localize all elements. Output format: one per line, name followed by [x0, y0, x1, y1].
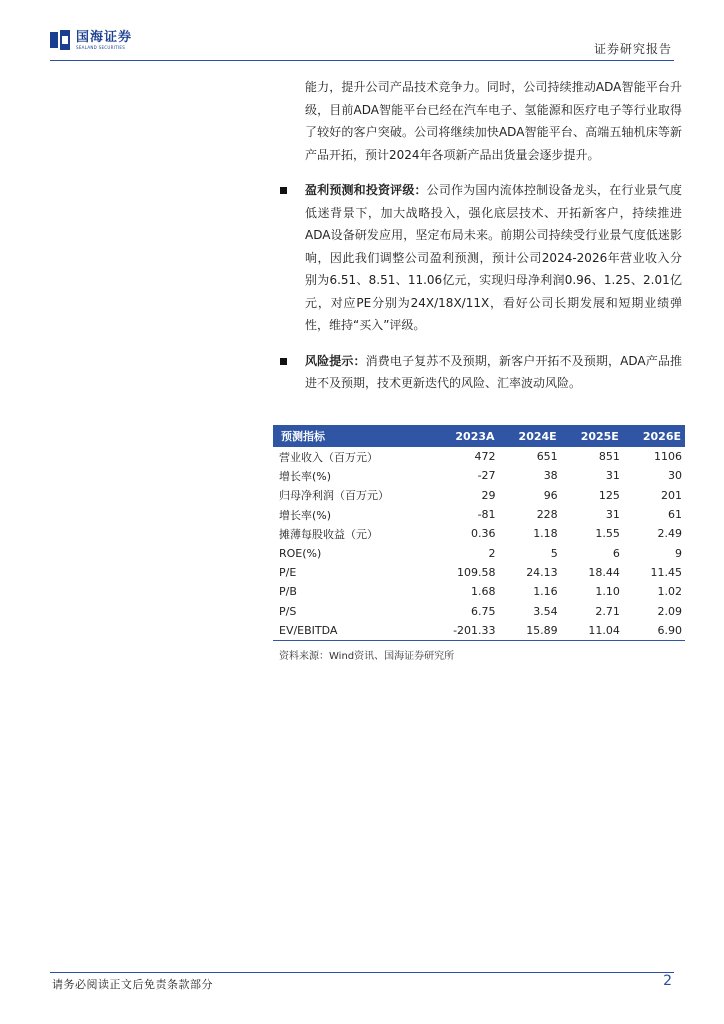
- header-divider: [50, 60, 674, 61]
- table-cell: 6.90: [623, 621, 685, 641]
- table-cell: 1.02: [657, 585, 682, 599]
- row-label: 归母净利润（百万元）: [279, 489, 389, 503]
- footer-disclaimer: 请务必阅读正文后免责条款部分: [52, 978, 213, 991]
- row-label: 增长率(%): [279, 508, 332, 522]
- footer-divider: [50, 972, 674, 973]
- row-label: 摊薄每股收益（元）: [279, 527, 378, 541]
- table-cell: 651: [536, 450, 558, 464]
- table-row: [273, 563, 685, 582]
- table-cell: 29: [481, 488, 496, 502]
- table-cell: 15.89: [499, 621, 561, 641]
- table-cell: 1.18: [533, 527, 558, 541]
- table-cell: 228: [536, 508, 558, 522]
- table-row: [273, 466, 685, 485]
- table-header-cell: 2024E: [499, 425, 561, 447]
- table-row: [273, 621, 685, 641]
- table-cell: 2: [488, 546, 496, 560]
- table-cell: 9: [675, 546, 682, 560]
- table-cell: 6: [612, 546, 620, 560]
- table-cell: 1106: [654, 450, 682, 464]
- table-cell: 1.10: [595, 585, 620, 599]
- table-cell: -27: [477, 469, 496, 483]
- row-label: P/E: [279, 565, 297, 579]
- table-header-cell: 2026E: [623, 425, 685, 447]
- table-cell: 31: [605, 469, 620, 483]
- forecast-table: [273, 425, 685, 641]
- table-cell: 30: [668, 469, 682, 483]
- table-cell: 851: [598, 450, 620, 464]
- logo-text-cn: 国海证券: [76, 29, 133, 45]
- bullet-square-icon: [280, 187, 287, 194]
- table-row: [273, 543, 685, 562]
- table-cell: 31: [605, 508, 620, 522]
- table-row: [273, 447, 685, 466]
- page-header: [0, 0, 724, 62]
- table-cell: 109.58: [457, 565, 496, 579]
- logo-text-en: SEALAND SECURITIES: [76, 44, 126, 50]
- bullet-risk-warning: [305, 350, 682, 395]
- table-header-cell: 2023A: [433, 425, 498, 447]
- company-logo: [50, 30, 132, 50]
- bullet-square-icon: [280, 358, 287, 365]
- main-content: [305, 76, 682, 395]
- page-number: 2: [663, 973, 672, 989]
- table-cell: 96: [543, 488, 558, 502]
- table-cell: 2.09: [657, 604, 682, 618]
- table-cell: 11.04: [561, 621, 623, 641]
- row-label: 增长率(%): [279, 469, 332, 483]
- bullet-earnings-forecast: [305, 179, 682, 337]
- table-cell: 3.54: [533, 604, 558, 618]
- table-cell: -201.33: [433, 621, 498, 641]
- row-label: 营业收入（百万元）: [279, 450, 378, 464]
- table-cell: 1.55: [595, 527, 620, 541]
- continuation-paragraph: 能力，提升公司产品技术竞争力。同时，公司持续推动ADA智能平台升级，目前ADA智能平台已经在汽车电子、氢能源和医疗电子等行业取得了较好的客户突破。公司将继续加快ADA智能平台、高端五轴机床等新产品开拓，预计2024年各项新产品出货量会逐步提升。: [305, 80, 682, 162]
- table-cell: 11.45: [650, 565, 682, 579]
- forecast-table-section: [273, 425, 685, 662]
- report-type-label: 证券研究报告: [593, 42, 672, 56]
- table-header-row: [273, 425, 685, 447]
- table-cell: 5: [550, 546, 558, 560]
- row-label: ROE(%): [279, 546, 322, 560]
- row-label: P/B: [279, 585, 297, 599]
- table-cell: 1.16: [533, 585, 558, 599]
- table-cell: 1.68: [471, 585, 496, 599]
- table-cell: 0.36: [471, 527, 496, 541]
- table-row: [273, 582, 685, 601]
- table-cell: 61: [668, 508, 682, 522]
- table-cell: 38: [543, 469, 558, 483]
- table-cell: 2.71: [595, 604, 620, 618]
- table-row: [273, 486, 685, 505]
- table-cell: 24.13: [526, 565, 558, 579]
- row-label: EV/EBITDA: [273, 621, 433, 641]
- table-cell: 18.44: [588, 565, 620, 579]
- bullet-text: 消费电子复苏不及预期，新客户开拓不及预期，ADA产品推进不及预期，技术更新迭代的风险、汇率波动风险。: [305, 353, 682, 390]
- logo-icon: [50, 30, 72, 50]
- row-label: P/S: [279, 604, 297, 618]
- bullet-text: 公司作为国内流体控制设备龙头，在行业景气度低迷背景下，加大战略投入，强化底层技术、开拓新客户，持续推进ADA设备研发应用，坚定布局未来。前期公司持续受行业景气度低迷影响，因此我们调整公司盈利预测，预计公司2024-2026年营业收入分别为6.51、8.51、11.06亿元，实现归母净利润0.96、1.25、2.01亿元，对应PE分别为24X/18X/11X，看好公司长期发展和短期业绩弹性，维持“买入”评级。: [305, 183, 682, 332]
- table-row: [273, 524, 685, 543]
- bullet-title: 盈利预测和投资评级：: [305, 183, 427, 197]
- table-cell: 125: [598, 488, 620, 502]
- table-source-note: 资料来源：Wind资讯、国海证券研究所: [279, 650, 455, 662]
- table-cell: -81: [477, 508, 496, 522]
- table-cell: 2.49: [657, 527, 682, 541]
- table-cell: 201: [661, 488, 682, 502]
- table-cell: 472: [474, 450, 496, 464]
- table-header-cell: 2025E: [561, 425, 623, 447]
- table-cell: 6.75: [471, 604, 496, 618]
- table-row: [273, 505, 685, 524]
- bullet-title: 风险提示：: [305, 353, 366, 368]
- table-header-cell: 预测指标: [273, 425, 433, 447]
- table-row: [273, 601, 685, 620]
